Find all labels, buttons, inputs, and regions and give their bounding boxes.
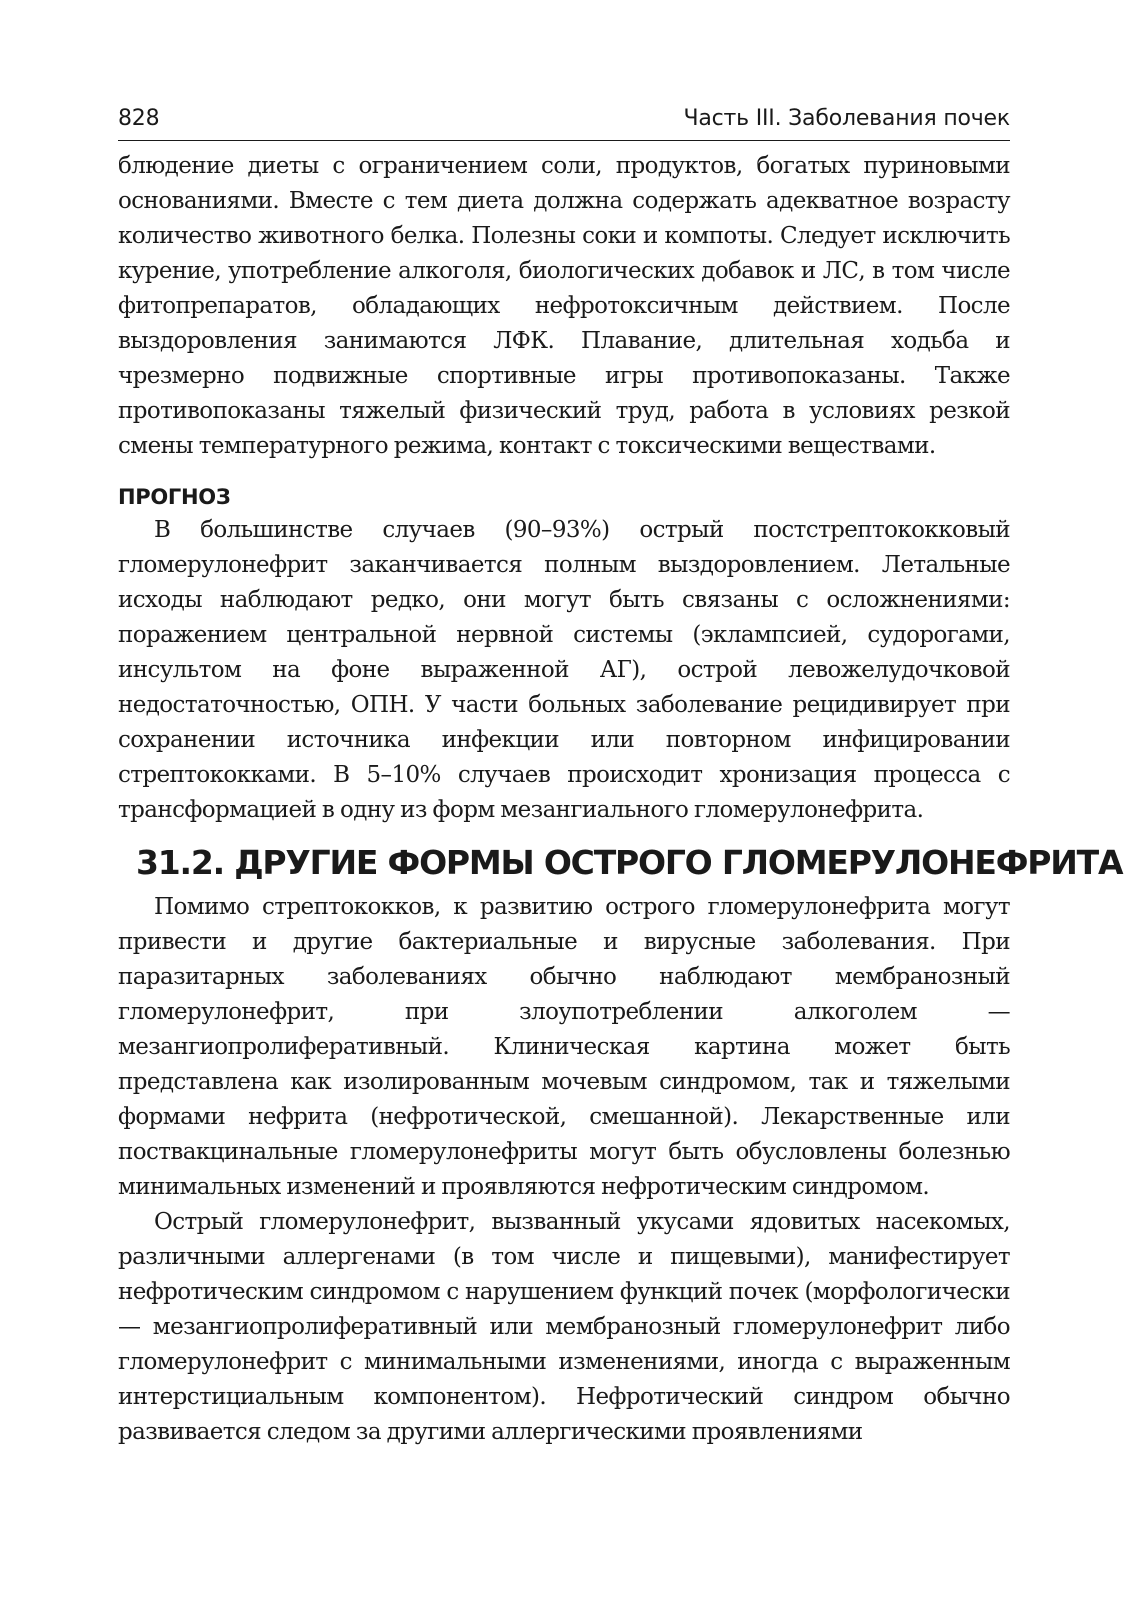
book-page bbox=[118, 104, 1123, 1450]
section-paragraph-1: Помимо стрептококков, к развитию острого гломерулонефрита могут привести и другие бактериальные и вирусные заболевания. При паразитарных заболеваниях обычно наблюдают мембранозный гломерулонефрит, при злоупотреблении алкоголем — мезангиопролиферативный. Клиническая картина может быть представлена как изолированным мочевым синдромом, так и тяжелыми формами нефрита (нефротической, смешанной). Лекарственные или поствакцинальные гломерулонефриты могут быть обусловлены болезнью минимальных изменений и проявляются нефротическим синдромом. bbox=[118, 894, 1010, 1200]
prognosis-paragraph: В большинстве случаев (90–93%) острый постстрептококковый гломерулонефрит заканчивается полным выздоровлением. Летальные исходы наблюдают редко, они могут быть связаны с осложнениями: поражением центральной нервной системы (эклампсией, судорогами, инсультом на фоне выраженной АГ), острой левожелудочковой недостаточностью, ОПН. У части больных заболевание рецидивирует при сохранении источника инфекции или повторном инфицировании стрептококками. В 5–10% случаев происходит хронизация процесса с трансформацией в одну из форм мезангиального гломерулонефрита. bbox=[118, 517, 1010, 823]
page-number: 828 bbox=[118, 106, 160, 131]
diet-paragraph: блюдение диеты с ограничением соли, продуктов, богатых пуриновыми основаниями. Вместе с тем диета должна содержать адекватное возрасту количество животного белка. Полезны соки и компоты. Следует исключить курение, употребление алкоголя, биологических добавок и ЛС, в том числе фитопрепаратов, обладающих нефротоксичным действием. После выздоровления занимаются ЛФК. Плавание, длительная ходьба и чрезмерно подвижные спортивные игры противопоказаны. Также противопоказаны тяжелый физический труд, работа в условиях резкой смены температурного режима, контакт с токсическими веществами. bbox=[118, 153, 1010, 459]
prognosis-heading: ПРОГНОЗ bbox=[118, 485, 231, 509]
running-header bbox=[118, 104, 1010, 141]
running-title: Часть III. Заболевания почек bbox=[683, 106, 1010, 131]
section-heading: 31.2. ДРУГИЕ ФОРМЫ ОСТРОГО ГЛОМЕРУЛОНЕФРИТА bbox=[136, 843, 1123, 882]
section-paragraph-2: Острый гломерулонефрит, вызванный укусами ядовитых насекомых, различными аллергенами (в том числе и пищевыми), манифестирует нефротическим синдромом с нарушением функций почек (морфологически — мезангиопролиферативный или мембранозный гломерулонефрит либо гломерулонефрит с минимальными изменениями, иногда с выраженным интерстициальным компонентом). Нефротический синдром обычно развивается следом за другими аллергическими проявлениями bbox=[118, 1209, 1010, 1445]
